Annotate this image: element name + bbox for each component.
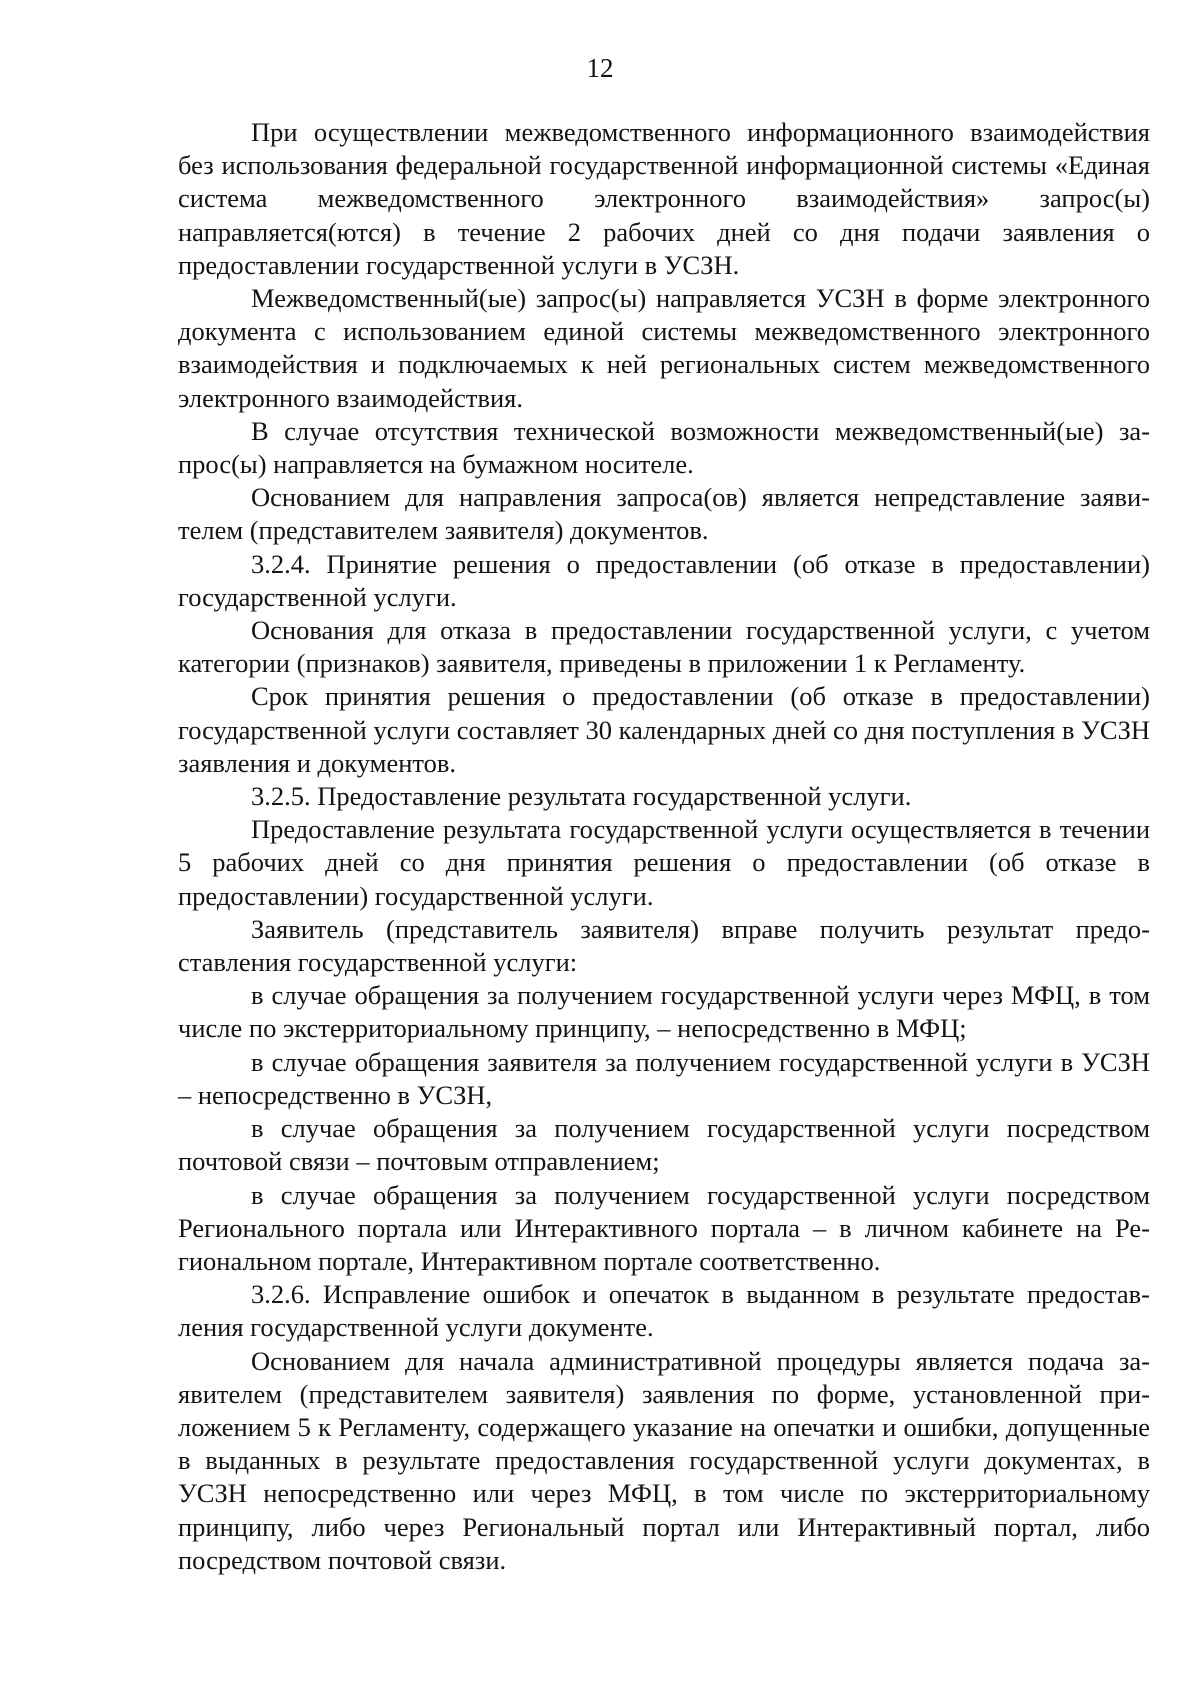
paragraph-interagency-request-timing: При осуществлении межведомственного информационного взаимодействия без использования федеральной государственной информационной системы «Единая система межведомственного электронного взаимодействия» запрос(ы) направляется(ются) в течение 2 рабочих дней со дня подачи заявления о предоставлении государственной услуги в УСЗН.: [178, 117, 1150, 280]
section-3-2-4-heading: 3.2.4. Принятие решения о предоставлении (об отказе в предоставлении) государственной услуги.: [178, 548, 1150, 612]
paragraph-result-via-post: в случае обращения за получением государственной услуги посредством почтовой связи – почтовым отправлением;: [178, 1113, 1150, 1177]
page-number: 12: [586, 53, 614, 83]
paragraph-result-receipt: Заявитель (представитель заявителя) вправе получить результат предоставления государственной услуги:: [178, 913, 1150, 978]
paragraph-decision-term: Срок принятия решения о предоставлении (об отказе в предоставлении) государственной услуги составляет 30 календарных дней со дня поступления в УСЗН заявления и документов.: [178, 681, 1150, 778]
paragraph-result-via-mfc: в случае обращения за получением государственной услуги через МФЦ, в том числе по экстерриториальному принципу, – непосредственно в МФЦ;: [178, 980, 1150, 1044]
paragraph-result-via-uszn: в случае обращения заявителя за получением государственной услуги в УСЗН – непосредственно в УСЗН,: [178, 1046, 1150, 1110]
paragraph-refusal-grounds: Основания для отказа в предоставлении государственной услуги, с учетом категории (признаков) заявителя, приведены в приложении 1 к Регламенту.: [178, 615, 1150, 679]
paragraph-result-term: Предоставление результата государственной услуги осуществляется в течении 5 рабочих дней со дня принятия решения о предоставлении (об отказе в предоставлении) государственной услуги.: [178, 814, 1150, 911]
paragraph-result-via-portal: в случае обращения за получением государственной услуги посредством Регионального портала или Интерактивного портала – в личном кабинете на Региональном портале, Интерактивном портале соответственно.: [178, 1179, 1150, 1276]
section-3-2-6-heading: 3.2.6. Исправление ошибок и опечаток в выданном в результате предоставления государственной услуги документе.: [178, 1279, 1150, 1343]
paragraph-paper-request: В случае отсутствия технической возможности межведомственный(ые) запрос(ы) направляется на бумажном носителе.: [178, 415, 1150, 480]
section-3-2-5-heading: 3.2.5. Предоставление результата государственной услуги.: [251, 781, 912, 812]
document-body: [178, 116, 1150, 1577]
paragraph-electronic-request: Межведомственный(ые) запрос(ы) направляется УСЗН в форме электронного документа с использованием единой системы межведомственного электронного взаимодействия и подключаемых к ней региональных систем межведомственного электронного взаимодействия.: [178, 283, 1150, 413]
paragraph-request-basis: Основанием для направления запроса(ов) является непредставление заявителем (представителем заявителя) документов.: [178, 482, 1150, 546]
paragraph-correction-basis: Основанием для начала административной процедуры является подача заявителем (представителем заявителя) заявления по форме, установленной приложением 5 к Регламенту, содержащего указание на опечатки и ошибки, допущенные в выданных в результате предоставления государственной услуги документах, в УСЗН непосредственно или через МФЦ, в том числе по экстерриториальному принципу, либо через Региональный портал или Интерактивный портал, либо посредством почтовой связи.: [178, 1345, 1150, 1575]
